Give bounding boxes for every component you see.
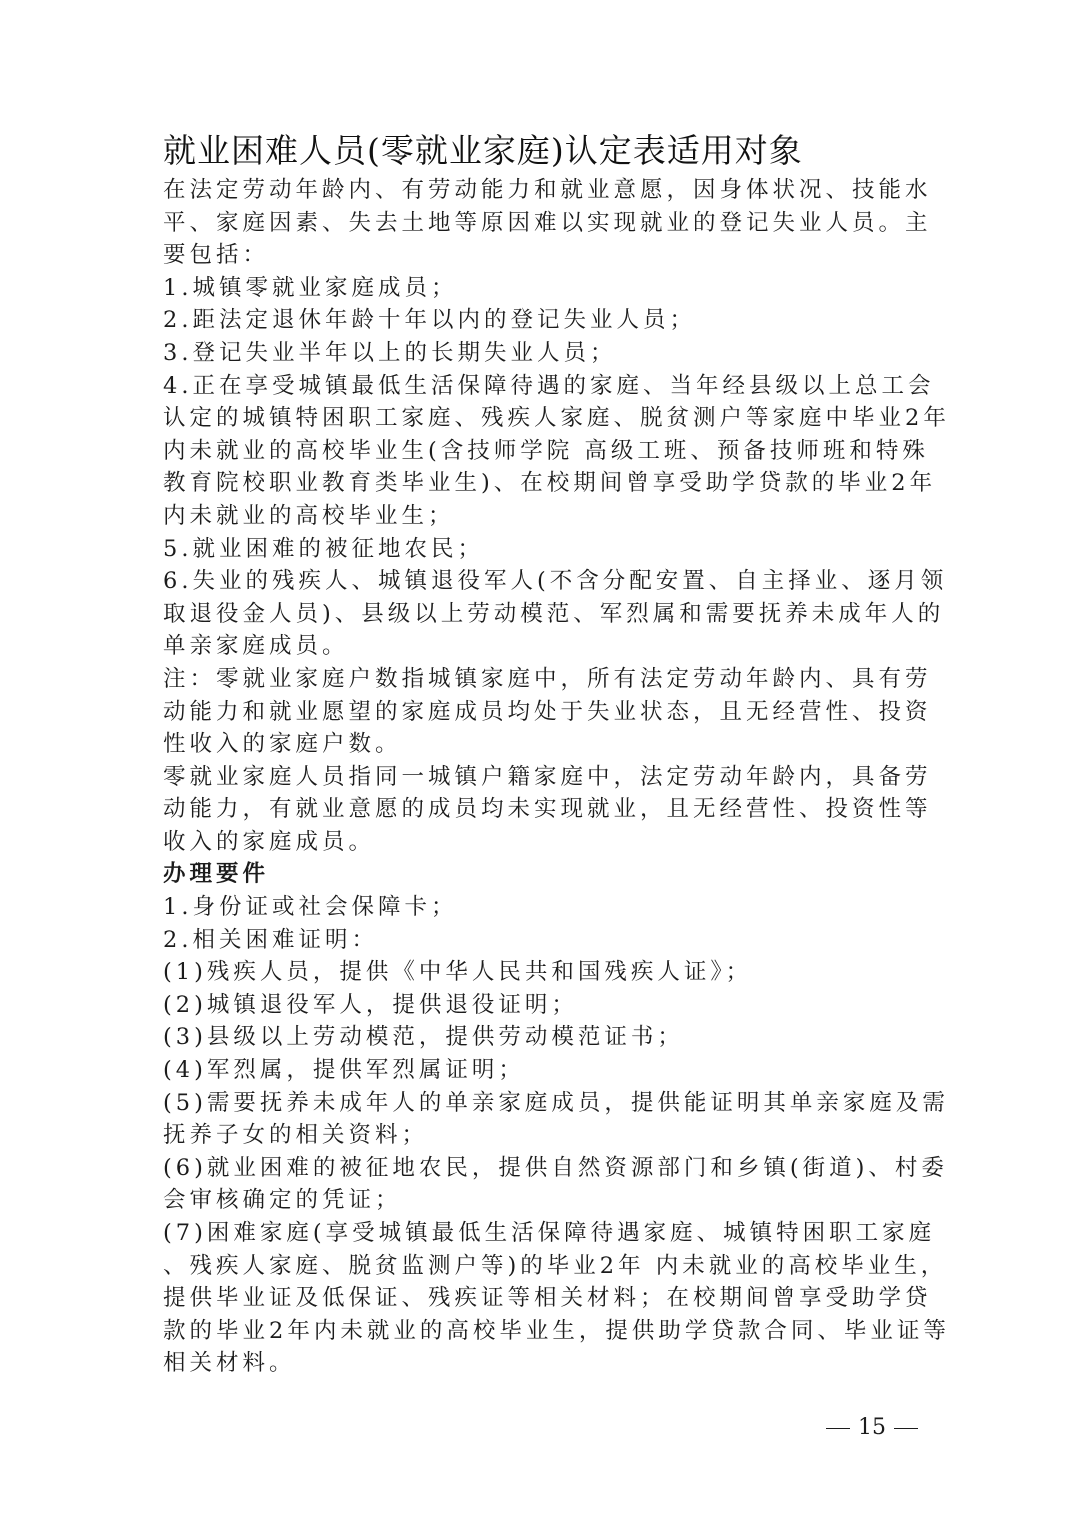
text-line: 单亲家庭成员。 <box>163 633 349 660</box>
text-line: 内未就业的高校毕业生； <box>163 502 455 529</box>
text-line: 相关材料。 <box>163 1350 296 1377</box>
text-line: (6)就业困难的被征地农民，提供自然资源部门和乡镇(街道)、村委 <box>163 1154 948 1181</box>
text-line: 零就业家庭人员指同一城镇户籍家庭中，法定劳动年龄内，具备劳 <box>163 763 932 790</box>
text-line: 2.相关困难证明： <box>163 926 378 953</box>
page-number-value: 15 <box>858 1415 886 1440</box>
text-line: 注：零就业家庭户数指城镇家庭中，所有法定劳动年龄内、具有劳 <box>163 665 932 692</box>
dash-left-icon <box>826 1428 850 1429</box>
text-line: (7)困难家庭(享受城镇最低生活保障待遇家庭、城镇特困职工家庭 <box>163 1220 936 1246</box>
text-line: 内未就业的高校毕业生(含技师学院 高级工班、预备技师班和特殊 <box>163 437 929 464</box>
text-line: 认定的城镇特困职工家庭、残疾人家庭、脱贫测户等家庭中毕业2年 <box>163 405 950 432</box>
document-page <box>163 128 950 1380</box>
text-line: 在法定劳动年龄内、有劳动能力和就业意愿，因身体状况、技能水 <box>163 177 932 203</box>
text-line: 平、家庭因素、失去土地等原因难以实现就业的登记失业人员。主 <box>163 209 932 236</box>
text-line: 、残疾人家庭、脱贫监测户等)的毕业2年 内未就业的高校毕业生， <box>163 1252 948 1279</box>
document-title: 就业困难人员(零就业家庭)认定表适用对象 <box>163 131 803 170</box>
text-line: 款的毕业2年内未就业的高校毕业生，提供助学贷款合同、毕业证等 <box>163 1317 950 1344</box>
section-heading: 办理要件 <box>163 861 270 888</box>
text-line: 5.就业困难的被征地农民； <box>163 535 484 562</box>
text-line: 收入的家庭成员。 <box>163 828 376 855</box>
text-line: 抚养子女的相关资料； <box>163 1122 429 1149</box>
text-line: 要包括： <box>163 242 270 269</box>
text-line: 提供毕业证及低保证、残疾证等相关材料；在校期间曾享受助学贷 <box>163 1285 932 1312</box>
text-line: 1.城镇零就业家庭成员； <box>163 274 458 301</box>
text-line: 性收入的家庭户数。 <box>163 731 402 758</box>
text-line: 6.失业的残疾人、城镇退役军人(不含分配安置、自主择业、逐月领 <box>163 568 948 595</box>
text-line: 4.正在享受城镇最低生活保障待遇的家庭、当年经县级以上总工会 <box>163 372 935 399</box>
text-line: 动能力和就业愿望的家庭成员均处于失业状态，且无经营性、投资 <box>163 698 932 725</box>
text-line: (5)需要抚养未成年人的单亲家庭成员，提供能证明其单亲家庭及需 <box>163 1089 949 1116</box>
text-line: 取退役金人员)、县级以上劳动模范、军烈属和需要抚养未成年人的 <box>163 600 945 627</box>
text-line: 会审核确定的凭证； <box>163 1187 402 1214</box>
text-line: 动能力，有就业意愿的成员均未实现就业，且无经营性、投资性等 <box>163 796 932 823</box>
text-line: (2)城镇退役军人，提供退役证明； <box>163 991 578 1018</box>
text-line: 3.登记失业半年以上的长期失业人员； <box>163 339 617 366</box>
dash-right-icon <box>894 1428 918 1429</box>
document-body <box>163 174 950 1380</box>
text-line: 教育院校职业教育类毕业生)、在校期间曾享受助学贷款的毕业2年 <box>163 470 937 497</box>
page-number <box>818 1413 926 1443</box>
text-line: (4)军烈属，提供军烈属证明； <box>163 1057 525 1084</box>
text-line: (1)残疾人员，提供《中华人民共和国残疾人证》； <box>163 959 753 986</box>
text-line: 2.距法定退休年龄十年以内的登记失业人员； <box>163 307 696 334</box>
text-line: (3)县级以上劳动模范，提供劳动模范证书； <box>163 1024 684 1051</box>
text-line: 1.身份证或社会保障卡； <box>163 894 458 921</box>
